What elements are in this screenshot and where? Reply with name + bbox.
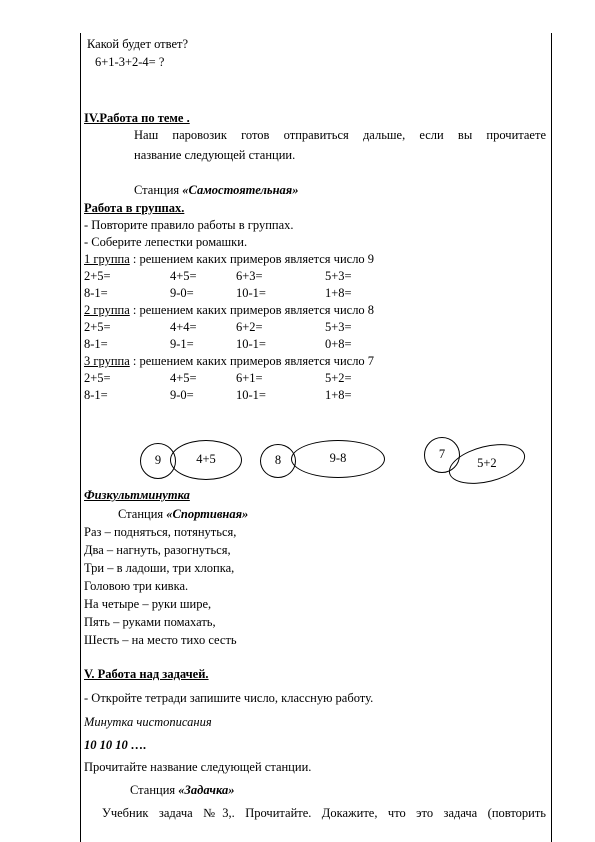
example-cell: 5+3=	[325, 269, 352, 283]
group-work-heading: Работа в группах.	[84, 201, 185, 215]
petal-number: 9	[154, 453, 162, 467]
example-cell: 1+8=	[325, 286, 352, 300]
read-station-text: Прочитайте название следующей станции.	[84, 760, 312, 774]
example-cell: 10-1=	[236, 388, 266, 402]
group3-label: 3 группа	[84, 354, 130, 368]
example-cell: 9-0=	[170, 286, 194, 300]
station-name: «Спортивная»	[166, 507, 249, 521]
fizkult-heading: Физкультминутка	[84, 488, 190, 502]
petal-number: 8	[274, 453, 282, 467]
example-cell: 4+4=	[170, 320, 197, 334]
textbook-task-text: Учебник задача №3,. Прочитайте. Докажите, что это задача (повторить	[102, 806, 546, 820]
petal-expression: 5+2	[477, 456, 497, 471]
petal-expression-ellipse	[170, 440, 242, 480]
group2-task	[84, 303, 374, 317]
example-cell: 8-1=	[84, 337, 108, 351]
example-cell: 8-1=	[84, 286, 108, 300]
group1-task	[84, 252, 374, 266]
example-cell: 5+3=	[325, 320, 352, 334]
open-notebooks-text: - Откройте тетради запишите число, классную работу.	[84, 691, 374, 705]
station-prefix: Станция	[134, 183, 183, 197]
poem-line: Три – в ладоши, три хлопка,	[84, 561, 235, 575]
example-cell: 9-0=	[170, 388, 194, 402]
example-cell: 6+3=	[236, 269, 263, 283]
bullet-collect-petals: - Соберите лепестки ромашки.	[84, 235, 248, 249]
poem-line: Пять – руками помахать,	[84, 615, 216, 629]
group2-label: 2 группа	[84, 303, 130, 317]
petal-number: 7	[438, 447, 446, 461]
example-cell: 2+5=	[84, 320, 111, 334]
task-station-line	[130, 783, 235, 797]
example-cell: 4+5=	[170, 371, 197, 385]
example-cell: 5+2=	[325, 371, 352, 385]
bullet-repeat-rule: - Повторите правило работы в группах.	[84, 218, 294, 232]
petal-expression-ellipse	[291, 440, 385, 478]
calligraphy-digits: 10 10 10 ….	[84, 738, 147, 752]
calligraphy-heading: Минутка чистописания	[84, 715, 212, 729]
petal-expression: 4+5	[196, 452, 216, 466]
poem-line: Головою три кивка.	[84, 579, 189, 593]
poem-line: На четыре – руки шире,	[84, 597, 212, 611]
poem-line: Раз – подняться, потянуться,	[84, 525, 237, 539]
expression-text: 6+1-3+2-4= ?	[95, 55, 165, 69]
petal-expression: 9-8	[329, 451, 347, 465]
example-cell: 10-1=	[236, 337, 266, 351]
poem-line: Шесть – на место тихо сесть	[84, 633, 237, 647]
group1-task-text: : решением каких примеров является число 9	[129, 252, 375, 266]
station-name: «Самостоятельная»	[182, 183, 299, 197]
station-line	[134, 183, 298, 197]
example-cell: 4+5=	[170, 269, 197, 283]
group2-task-text: : решением каких примеров является число 8	[129, 303, 375, 317]
example-cell: 8-1=	[84, 388, 108, 402]
station-prefix: Станция	[130, 783, 179, 797]
question-text: Какой будет ответ?	[87, 37, 189, 51]
station-prefix: Станция	[118, 507, 167, 521]
example-cell: 2+5=	[84, 371, 111, 385]
group3-task-text: : решением каких примеров является число 7	[129, 354, 375, 368]
poem-line: Два – нагнуть, разогнуться,	[84, 543, 231, 557]
example-cell: 6+1=	[236, 371, 263, 385]
station-name: «Задачка»	[178, 783, 235, 797]
group1-label: 1 группа	[84, 252, 130, 266]
example-cell: 9-1=	[170, 337, 194, 351]
example-cell: 2+5=	[84, 269, 111, 283]
example-cell: 6+2=	[236, 320, 263, 334]
section4-paragraph-line2: название следующей станции.	[134, 148, 296, 162]
example-cell: 10-1=	[236, 286, 266, 300]
section4-heading: IV.Работа по теме .	[84, 111, 190, 125]
group3-task	[84, 354, 374, 368]
example-cell: 0+8=	[325, 337, 352, 351]
section4-paragraph-line1: Наш паровозик готов отправиться дальше, если вы прочитаете	[134, 128, 546, 142]
sport-station-line	[118, 507, 248, 521]
section5-heading: V. Работа над задачей.	[84, 667, 209, 681]
example-cell: 1+8=	[325, 388, 352, 402]
